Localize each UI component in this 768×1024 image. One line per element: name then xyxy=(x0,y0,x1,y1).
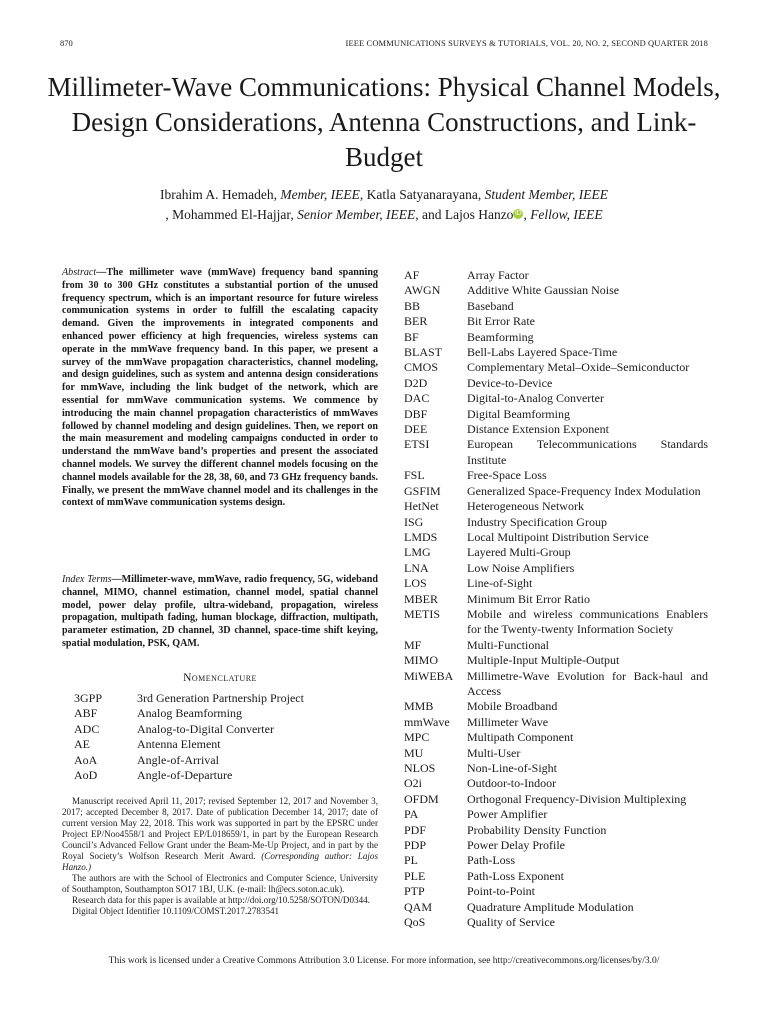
nomenclature-entry xyxy=(404,314,708,329)
author-2-name: , Katla Satyanarayana, xyxy=(359,187,485,202)
nomenclature-entry xyxy=(404,437,708,468)
nomenclature-abbreviation: MiWEBA xyxy=(404,668,454,683)
nomenclature-definition: Local Multipoint Distribution Service xyxy=(467,529,649,544)
author-list xyxy=(40,185,728,225)
nomenclature-definition: Low Noise Amplifiers xyxy=(467,560,575,575)
nomenclature-definition: Analog Beamforming xyxy=(137,706,242,721)
nomenclature-abbreviation: AE xyxy=(74,737,90,752)
orcid-icon[interactable]: iD xyxy=(515,210,522,217)
footnote-research-data: Research data for this paper is available at http://doi.org/10.5258/SOTON/D0344. xyxy=(72,895,370,905)
nomenclature-definition: Heterogeneous Network xyxy=(467,499,584,514)
nomenclature-abbreviation: mmWave xyxy=(404,714,450,729)
nomenclature-definition: Baseband xyxy=(467,298,514,313)
nomenclature-abbreviation: ISG xyxy=(404,514,424,529)
nomenclature-abbreviation: BF xyxy=(404,329,419,344)
nomenclature-entry xyxy=(404,391,708,406)
nomenclature-abbreviation: BLAST xyxy=(404,345,443,360)
nomenclature-definition: Point-to-Point xyxy=(467,884,536,899)
nomenclature-list-left xyxy=(74,691,378,783)
nomenclature-entry xyxy=(74,706,378,721)
nomenclature-definition: Digital Beamforming xyxy=(467,406,570,421)
nomenclature-definition: Probability Density Function xyxy=(467,822,607,837)
nomenclature-definition: Industry Specification Group xyxy=(467,514,607,529)
nomenclature-definition: Millimetre-Wave Evolution for Back-haul and Access xyxy=(467,668,708,698)
author-1-name: Ibrahim A. Hemadeh, xyxy=(160,187,281,202)
nomenclature-entry xyxy=(74,691,378,706)
corresponding-author: (Corresponding author: Lajos Hanzo.) xyxy=(62,851,379,872)
nomenclature-definition: Bit Error Rate xyxy=(467,314,535,329)
nomenclature-abbreviation: D2D xyxy=(404,375,428,390)
nomenclature-definition: European Telecommunications Standards Institute xyxy=(467,437,708,467)
nomenclature-entry xyxy=(74,753,378,768)
nomenclature-abbreviation: DAC xyxy=(404,391,430,406)
author-4-role: Fellow, IEEE xyxy=(530,207,603,222)
index-terms-text: —Millimeter-wave, mmWave, radio frequency, 5G, wideband channel, MIMO, channel estimation, channel model, spatial channel model, power delay profile, ultra-wideband, propagation, wireless propagation, multipath fading, human blockage, diffraction, multipath, parameter estimation, 2D channel, 3D channel, space-time shift keying, spatial modulation, PSK, QAM. xyxy=(62,574,378,649)
nomenclature-abbreviation: METIS xyxy=(404,606,440,621)
nomenclature-abbreviation: LMDS xyxy=(404,529,438,544)
nomenclature-entry xyxy=(404,915,708,930)
nomenclature-definition: Angle-of-Arrival xyxy=(137,752,219,767)
author-1-role: Member, IEEE xyxy=(280,187,360,202)
nomenclature-entry xyxy=(404,807,708,822)
nomenclature-entry xyxy=(404,607,708,638)
nomenclature-definition: Quality of Service xyxy=(467,915,555,930)
footnote-doi: Digital Object Identifier 10.1109/COMST.2017.2783541 xyxy=(72,906,280,916)
nomenclature-entry xyxy=(404,530,708,545)
author-3-role: Senior Member, IEEE xyxy=(297,207,416,222)
nomenclature-definition: Mobile and wireless communications Enablers for the Twenty-twenty Information Society xyxy=(467,606,708,637)
nomenclature-abbreviation: 3GPP xyxy=(74,691,103,705)
nomenclature-definition: Power Delay Profile xyxy=(467,838,565,853)
page-number: 870 xyxy=(60,38,73,48)
nomenclature-abbreviation: QoS xyxy=(404,915,426,930)
nomenclature-entry xyxy=(404,360,708,375)
footnote-manuscript-text: Manuscript received April 11, 2017; revised September 12, 2017 and November 3, 2017; accepted December 8, 2017. Date of publication December 14, 2017; date of current version May 22, 2018. This work was supported in part by the EPSRC under Project EP/Noo4558/1 and Project EP/L018659/1, in part by the European Research Council’s Advanced Fellow Grant under the Beam-Me-Up Project, and in part by the Royal Society’s Wolfson Research Merit Award. xyxy=(62,796,378,861)
nomenclature-definition: Power Amplifier xyxy=(467,807,548,822)
author-2-role: Student Member, IEEE xyxy=(484,187,608,202)
nomenclature-entry xyxy=(404,853,708,868)
nomenclature-definition: Orthogonal Frequency-Division Multiplexing xyxy=(467,791,687,806)
nomenclature-abbreviation: ADC xyxy=(74,721,100,736)
nomenclature-abbreviation: MU xyxy=(404,745,424,760)
nomenclature-abbreviation: ABF xyxy=(74,706,98,721)
nomenclature-entry xyxy=(404,638,708,653)
nomenclature-abbreviation: MMB xyxy=(404,699,434,714)
nomenclature-abbreviation: NLOS xyxy=(404,761,436,775)
nomenclature-definition: Path-Loss Exponent xyxy=(467,868,564,883)
nomenclature-abbreviation: HetNet xyxy=(404,499,439,514)
nomenclature-entry xyxy=(74,722,378,737)
nomenclature-definition: Line-of-Sight xyxy=(467,576,533,591)
nomenclature-definition: Multiple-Input Multiple-Output xyxy=(467,653,620,668)
nomenclature-definition: Generalized Space-Frequency Index Modulation xyxy=(467,483,701,498)
nomenclature-abbreviation: AoA xyxy=(74,752,98,767)
nomenclature-definition: Multipath Component xyxy=(467,730,574,745)
nomenclature-abbreviation: LMG xyxy=(404,545,431,560)
nomenclature-abbreviation: DBF xyxy=(404,406,428,421)
index-terms xyxy=(62,574,378,651)
nomenclature-entry xyxy=(404,283,708,298)
nomenclature-definition: Free-Space Loss xyxy=(467,468,547,483)
nomenclature-abbreviation: CMOS xyxy=(404,360,439,375)
license-notice: This work is licensed under a Creative Commons Attribution 3.0 License. For more information, see http://creativecommons.org/licenses/by/3.0/ xyxy=(108,956,660,966)
nomenclature-abbreviation: AWGN xyxy=(404,283,441,298)
nomenclature-entry xyxy=(404,376,708,391)
nomenclature-entry xyxy=(404,792,708,807)
abstract-label: Abstract xyxy=(62,267,97,278)
nomenclature-definition: Complementary Metal–Oxide–Semiconductor xyxy=(467,360,690,375)
nomenclature-entry xyxy=(404,345,708,360)
author-3-name: , Mohammed El-Hajjar, xyxy=(165,207,298,222)
nomenclature-entry xyxy=(404,330,708,345)
nomenclature-abbreviation: PTP xyxy=(404,884,425,899)
nomenclature-definition: Angle-of-Departure xyxy=(137,768,233,783)
nomenclature-definition: Array Factor xyxy=(467,268,529,282)
index-terms-label: Index Terms xyxy=(62,574,112,585)
nomenclature-entry xyxy=(404,545,708,560)
nomenclature-abbreviation: PLE xyxy=(404,868,426,883)
nomenclature-definition: Additive White Gaussian Noise xyxy=(467,283,620,298)
nomenclature-definition: Distance Extension Exponent xyxy=(467,422,609,437)
nomenclature-entry xyxy=(404,484,708,499)
nomenclature-abbreviation: QAM xyxy=(404,899,433,914)
nomenclature-definition: Digital-to-Analog Converter xyxy=(467,391,604,406)
nomenclature-entry xyxy=(74,737,378,752)
nomenclature-entry xyxy=(404,299,708,314)
running-header: IEEE COMMUNICATIONS SURVEYS & TUTORIALS, VOL. 20, NO. 2, SECOND QUARTER 2018 xyxy=(345,38,708,48)
abstract xyxy=(62,267,378,510)
nomenclature-entry xyxy=(404,761,708,776)
author-4-name: , and Lajos Hanzo xyxy=(415,207,514,222)
nomenclature-definition: Device-to-Device xyxy=(467,375,553,390)
nomenclature-entry xyxy=(404,468,708,483)
nomenclature-entry xyxy=(404,900,708,915)
nomenclature-entry xyxy=(404,407,708,422)
nomenclature-abbreviation: BB xyxy=(404,298,421,313)
nomenclature-abbreviation: OFDM xyxy=(404,791,439,806)
nomenclature-entry xyxy=(74,768,378,783)
nomenclature-entry xyxy=(404,884,708,899)
nomenclature-heading: Nomenclature xyxy=(183,672,257,684)
nomenclature-entry xyxy=(404,838,708,853)
nomenclature-abbreviation: BER xyxy=(404,314,428,329)
nomenclature-abbreviation: O2i xyxy=(404,776,422,791)
nomenclature-entry xyxy=(404,515,708,530)
nomenclature-entry xyxy=(404,422,708,437)
nomenclature-entry xyxy=(404,715,708,730)
nomenclature-abbreviation: AF xyxy=(404,268,420,282)
nomenclature-definition: Multi-User xyxy=(467,745,521,760)
nomenclature-abbreviation: MPC xyxy=(404,730,430,745)
nomenclature-definition: Bell-Labs Layered Space-Time xyxy=(467,345,618,360)
nomenclature-definition: Beamforming xyxy=(467,329,534,344)
nomenclature-abbreviation: MBER xyxy=(404,591,439,606)
nomenclature-abbreviation: LOS xyxy=(404,576,427,591)
nomenclature-entry xyxy=(404,653,708,668)
nomenclature-entry xyxy=(404,268,708,283)
nomenclature-definition: Millimeter Wave xyxy=(467,714,549,729)
nomenclature-abbreviation: PDP xyxy=(404,838,427,853)
nomenclature-entry xyxy=(404,699,708,714)
nomenclature-abbreviation: MIMO xyxy=(404,653,439,668)
nomenclature-definition: Multi-Functional xyxy=(467,637,549,652)
nomenclature-definition: Layered Multi-Group xyxy=(467,545,571,560)
nomenclature-entry xyxy=(404,746,708,761)
nomenclature-entry xyxy=(404,561,708,576)
footnote xyxy=(62,796,378,917)
nomenclature-abbreviation: PL xyxy=(404,853,419,868)
nomenclature-entry xyxy=(404,592,708,607)
author-separator: , xyxy=(523,207,531,222)
nomenclature-definition: Path-Loss xyxy=(467,853,515,868)
nomenclature-abbreviation: FSL xyxy=(404,468,425,483)
nomenclature-entry xyxy=(404,730,708,745)
nomenclature-definition: Non-Line-of-Sight xyxy=(467,761,557,775)
nomenclature-entry xyxy=(404,869,708,884)
nomenclature-definition: Analog-to-Digital Converter xyxy=(137,721,274,736)
nomenclature-abbreviation: PDF xyxy=(404,822,427,837)
nomenclature-entry xyxy=(404,669,708,700)
nomenclature-abbreviation: MF xyxy=(404,637,422,652)
nomenclature-abbreviation: AoD xyxy=(74,768,98,783)
nomenclature-abbreviation: PA xyxy=(404,807,419,822)
nomenclature-definition: Antenna Element xyxy=(137,737,221,752)
abstract-text: —The millimeter wave (mmWave) frequency band spanning from 30 to 300 GHz constitutes a substantial portion of the unused frequency spectrum, which is an important resource for future wireless communication systems in order to fulfill the escalating capacity demand. Given the improvements in integrated components and enhanced power efficiency at high frequencies, wireless systems can operate in the mmWave frequency band. In this paper, we present a survey of the mmWave propagation characteristics, channel modeling, and design guidelines, such as system and antenna design considerations for mmWave, including the link budget of the network, which are essential for mmWave communication systems. We commence by introducing the main channel propagation characteristics of mmWaves followed by channel modeling and design guidelines. Then, we report on the main measurement and modeling campaigns conducted in order to understand the mmWave band’s properties and present the associated channel models. We survey the different channel models focusing on the channel models available for the 28, 38, 60, and 73 GHz frequency bands. Finally, we present the mmWave channel model and its challenges in the context of mmWave communication systems design. xyxy=(62,267,378,509)
nomenclature-definition: 3rd Generation Partnership Project xyxy=(137,691,304,705)
nomenclature-definition: Minimum Bit Error Ratio xyxy=(467,591,590,606)
nomenclature-entry xyxy=(404,576,708,591)
nomenclature-abbreviation: GSFIM xyxy=(404,483,441,498)
footnote-affiliation: The authors are with the School of Electronics and Computer Science, University of Southampton, Southampton SO17 1BJ, U.K. (e-mail: lh@ecs.soton.ac.uk). xyxy=(62,873,378,894)
nomenclature-abbreviation: DEE xyxy=(404,422,428,437)
footnote-manuscript xyxy=(62,796,378,873)
nomenclature-definition: Mobile Broadband xyxy=(467,699,558,714)
nomenclature-entry xyxy=(404,776,708,791)
paper-title: Millimeter-Wave Communications: Physical Channel Models, Design Considerations, Antenna Constructions, and Link-Budget xyxy=(47,72,721,172)
nomenclature-entry xyxy=(404,823,708,838)
nomenclature-abbreviation: ETSI xyxy=(404,437,430,452)
nomenclature-list-right xyxy=(404,268,708,930)
nomenclature-definition: Quadrature Amplitude Modulation xyxy=(467,899,634,914)
nomenclature-definition: Outdoor-to-Indoor xyxy=(467,776,557,791)
nomenclature-abbreviation: LNA xyxy=(404,560,429,575)
nomenclature-entry xyxy=(404,499,708,514)
